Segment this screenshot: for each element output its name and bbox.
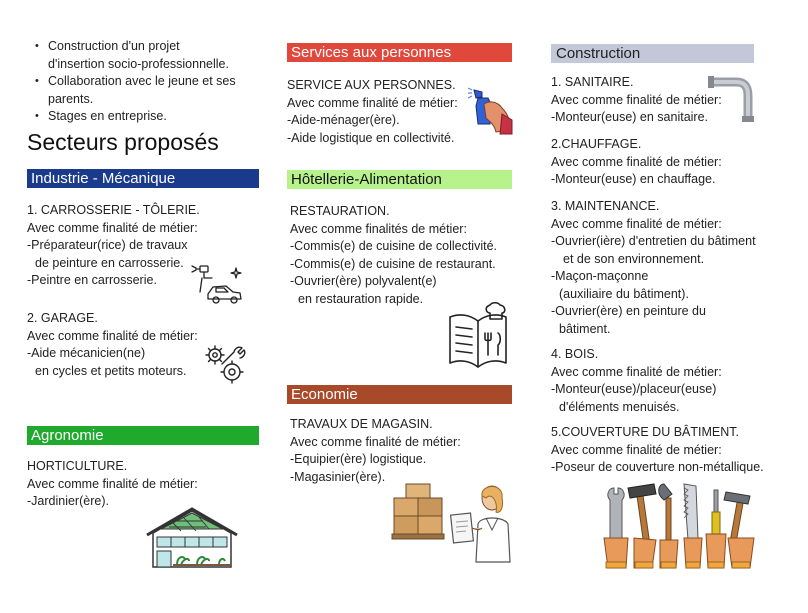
services-item: -Aide-ménager(ère). [287,113,400,127]
garage-item: en cycles et petits moteurs. [35,363,187,378]
garage-intro: Avec comme finalité de métier: [27,328,198,343]
hotellerie-item: -Commis(e) de cuisine de collectivité. [290,239,498,253]
list-item: • Collaboration avec le jeune et ses parents. [28,73,236,108]
maintenance-item: et de son environnement. [563,251,705,266]
spray-paint-car-icon [186,262,248,306]
garage-title: 2. GARAGE. [27,311,98,325]
garage-item: -Aide mécanicien(ne) [27,346,146,360]
gears-wrench-icon [204,344,248,384]
chauffage-title: 2.CHAUFFAGE. [551,137,642,151]
garage-section [27,310,198,380]
hotellerie-section [290,203,497,308]
maintenance-item: bâtiment. [559,321,611,336]
intro-list [28,38,236,126]
boxes-clipboard-woman-icon [392,484,516,562]
agronomie-intro: Avec comme finalité de métier: [27,476,198,491]
chauffage-intro: Avec comme finalité de métier: [551,154,722,169]
carrosserie-item: de peinture en carrosserie. [35,255,184,270]
services-section [287,77,458,147]
industrie-header: Industrie - Mécanique [27,169,259,188]
carrosserie-item: -Peintre en carrosserie. [27,273,157,287]
agronomie-header: Agronomie [27,426,259,445]
economie-intro: Avec comme finalité de métier: [290,434,461,449]
cleaning-spray-hand-icon [466,84,514,136]
services-item: -Aide logistique en collectivité. [287,130,455,145]
construction-sanitaire [551,74,722,127]
maintenance-item: -Maçon-maçonne [551,269,649,283]
list-item: • Construction d'un projet d'insertion socio-professionnelle. [28,38,236,73]
economie-item: -Equipier(ère) logistique. [290,452,427,466]
sanitaire-item: -Monteur(euse) en sanitaire. [551,110,709,124]
construction-bois [551,346,722,416]
services-title: SERVICE AUX PERSONNES. [287,78,456,92]
couverture-intro: Avec comme finalité de métier: [551,442,722,457]
economie-header: Economie [287,385,512,404]
maintenance-intro: Avec comme finalité de métier: [551,216,722,231]
agronomie-title: HORTICULTURE. [27,459,128,473]
construction-maintenance [551,198,756,338]
tools-hands-icon [600,482,760,568]
bois-intro: Avec comme finalité de métier: [551,364,722,379]
maintenance-item: -Ouvrier(ère) en peinture du [551,304,706,318]
chauffage-item: -Monteur(euse) en chauffage. [551,172,716,186]
services-header: Services aux personnes [287,43,512,62]
maintenance-title: 3. MAINTENANCE. [551,199,660,213]
couverture-title: 5.COUVERTURE DU BÂTIMENT. [551,425,739,439]
economie-title: TRAVAUX DE MAGASIN. [290,417,433,431]
hotellerie-header: Hôtellerie-Alimentation [287,170,512,189]
page-title: Secteurs proposés [27,129,219,155]
sanitaire-title: 1. SANITAIRE. [551,75,634,89]
bois-item: -Monteur(euse)/placeur(euse) [551,382,717,396]
hotellerie-title: RESTAURATION. [290,204,390,218]
economie-item: -Magasinier(ère). [290,469,386,484]
agronomie-section [27,458,198,511]
greenhouse-icon [143,507,241,569]
couverture-item: -Poseur de couverture non-métallique. [551,460,764,474]
construction-header: Construction [551,44,754,63]
agronomie-item: -Jardinier(ère). [27,494,109,508]
hotellerie-item: -Ouvrier(ère) polyvalent(e) [290,274,437,288]
carrosserie-intro: Avec comme finalité de métier: [27,220,198,235]
pipe-icon [708,76,764,122]
bois-title: 4. BOIS. [551,347,599,361]
carrosserie-item: -Préparateur(rice) de travaux [27,238,188,252]
hotellerie-item: en restauration rapide. [298,291,424,306]
maintenance-item: (auxiliaire du bâtiment). [559,286,689,301]
construction-chauffage [551,136,722,189]
cookbook-chef-icon [446,303,514,371]
hotellerie-item: -Commis(e) de cuisine de restaurant. [290,256,496,271]
sanitaire-intro: Avec comme finalité de métier: [551,92,722,107]
services-intro: Avec comme finalité de métier: [287,95,458,110]
list-item: • Stages en entreprise. [28,108,236,126]
maintenance-item: -Ouvrier(ière) d'entretien du bâtiment [551,234,756,248]
carrosserie-title: 1. CARROSSERIE - TÔLERIE. [27,203,200,217]
carrosserie-section [27,202,200,290]
construction-couverture [551,424,764,477]
economie-section [290,416,461,486]
hotellerie-intro: Avec comme finalités de métier: [290,221,467,236]
bois-item: d'éléments menuisés. [559,399,680,414]
